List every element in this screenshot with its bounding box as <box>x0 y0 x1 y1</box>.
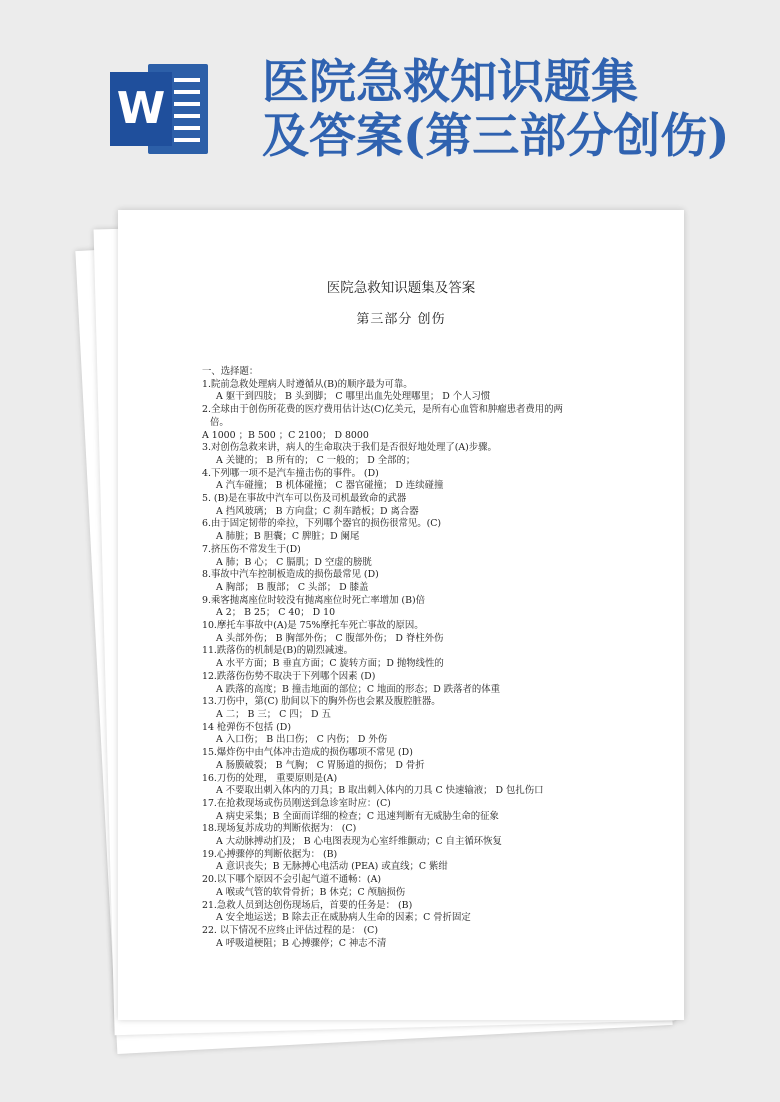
document-title: 医院急救知识题集及答案 <box>326 280 476 296</box>
answer-options: A 肠膜破裂； B 气胸； C 胃肠道的损伤； D 骨折 <box>216 759 425 771</box>
section-heading: 一、选择题： <box>202 366 259 377</box>
answer-options: A 二； B 三； C 四； D 五 <box>216 708 331 720</box>
question-line: 12.跌落伤伤势不取决于下列哪个因素 (D) <box>202 670 376 682</box>
question-line: 18.现场复苏成功的判断依据为： (C) <box>202 823 357 835</box>
answer-options: A 关键的； B 所有的； C 一般的； D 全部的； <box>216 454 416 466</box>
answer-options: A 汽车碰撞； B 机体碰撞； C 器官碰撞； D 连续碰撞 <box>216 480 444 492</box>
answer-options: A 大动脉搏动扪及； B 心电图表现为心室纤维颤动；C 自主循环恢复 <box>216 836 502 848</box>
answer-options: A 喉或气管的软骨骨折；B 休克；C 颅脑损伤 <box>216 886 406 898</box>
question-line: 13.刀伤中，第(C) 肋间以下的胸外伤也会累及腹腔脏器。 <box>202 696 441 708</box>
question-line: 20.以下哪个原因不会引起气道不通畅：(A) <box>202 874 381 886</box>
answer-options: A 2； B 25； C 40； D 10 <box>216 607 336 619</box>
question-line: 4.下列哪一项不是汽车撞击伤的事件。 (D) <box>202 467 379 479</box>
question-line: 16.刀伤的处理， 重要原则是(A) <box>202 772 338 784</box>
question-line: 15.爆炸伤中由气体冲击造成的损伤哪项不常见 (D) <box>202 747 413 759</box>
question-line: 7.挤压伤不常发生于(D) <box>202 543 301 555</box>
question-line: 11.跌落伤的机制是(B)的剧烈减速。 <box>202 645 353 657</box>
question-line: 17.在抢救现场或伤员刚送到急诊室时应：(C) <box>202 797 391 809</box>
question-line: 倍。 <box>210 416 229 428</box>
answer-options: A 挡风玻璃； B 方向盘；C 刹车踏板；D 离合器 <box>216 505 419 517</box>
document-preview <box>118 210 684 1020</box>
answer-options: A 入口伤； B 出口伤； C 内伤； D 外伤 <box>216 734 388 746</box>
answer-options: A 头部外伤； B 胸部外伤； C 腹部外伤； D 脊柱外伤 <box>216 632 444 644</box>
answer-options: A 安全地运送；B 除去正在威胁病人生命的因素；C 骨折固定 <box>216 912 471 924</box>
question-line: 9.乘客抛离座位时较没有抛离座位时死亡率增加 (B)倍 <box>202 594 426 606</box>
answer-options: A 病史采集；B 全面而详细的检查；C 迅速判断有无威胁生命的征象 <box>216 810 499 822</box>
question-line: A 1000 ；B 500 ；C 2100； D 8000 <box>202 429 369 441</box>
answer-options: A 肺脏；B 胆囊；C 脾脏；D 阑尾 <box>216 531 360 543</box>
question-line: 5. (B)是在事故中汽车可以伤及司机最致命的武器 <box>202 493 407 505</box>
question-line: 6.由于固定韧带的牵拉，下列哪个器官的损伤很常见。(C) <box>202 518 442 530</box>
word-icon-letter: W <box>110 72 172 146</box>
question-line: 8.事故中汽车控制板造成的损伤最常见 (D) <box>202 569 379 581</box>
answer-options: A 呼吸道梗阻；B 心搏骤停；C 神志不清 <box>216 937 387 949</box>
question-line: 21.急救人员到达创伤现场后，首要的任务是： (B) <box>202 899 413 911</box>
answer-options: A 意识丧失；B 无脉搏心电活动 (PEA) 或直线；C 紫绀 <box>216 861 448 873</box>
answer-options: A 水平方面；B 垂直方面；C 旋转方面；D 抛物线性的 <box>216 658 444 670</box>
question-line: 2.全球由于创伤所花费的医疗费用估计达(C)亿美元，是所有心血管和肿瘤患者费用的两 <box>202 404 563 416</box>
answer-options: A 不要取出刺入体内的刀具；B 取出刺入体内的刀具 C 快速输液； D 包扎伤口 <box>216 785 544 797</box>
banner-header <box>0 0 780 190</box>
question-line: 19.心搏骤停的判断依据为： (B) <box>202 848 338 860</box>
question-list <box>202 366 612 950</box>
question-line: 1.院前急救处理病人时遵循从(B)的顺序最为可靠。 <box>202 378 413 390</box>
question-line: 10.摩托车事故中(A)是 75%摩托车死亡事故的原因。 <box>202 620 424 632</box>
banner-title-line1: 医院急救知识题集 <box>262 55 638 110</box>
answer-options: A 肺；B 心； C 膈肌；D 空虚的膀胱 <box>216 556 372 568</box>
question-line: 14 枪弹伤不包括 (D) <box>202 721 291 733</box>
answer-options: A 胸部； B 腹部； C 头部； D 膝盖 <box>216 581 369 593</box>
answer-options: A 躯干到四肢； B 头到脚； C 哪里出血先处理哪里； D 个人习惯 <box>216 391 491 403</box>
banner-title-line2: 及答案(第三部分创伤) <box>262 109 730 164</box>
word-document-icon <box>110 64 208 154</box>
question-line: 3.对创伤急救来讲，病人的生命取决于我们是否很好地处理了(A)步骤。 <box>202 442 497 454</box>
banner-title <box>262 56 772 164</box>
answer-options: A 跌落的高度；B 撞击地面的部位；C 地面的形态；D 跌落者的体重 <box>216 683 501 695</box>
question-line: 22. 以下情况不应终止评估过程的是： (C) <box>202 924 378 936</box>
document-subtitle: 第三部分 创伤 <box>356 312 446 327</box>
